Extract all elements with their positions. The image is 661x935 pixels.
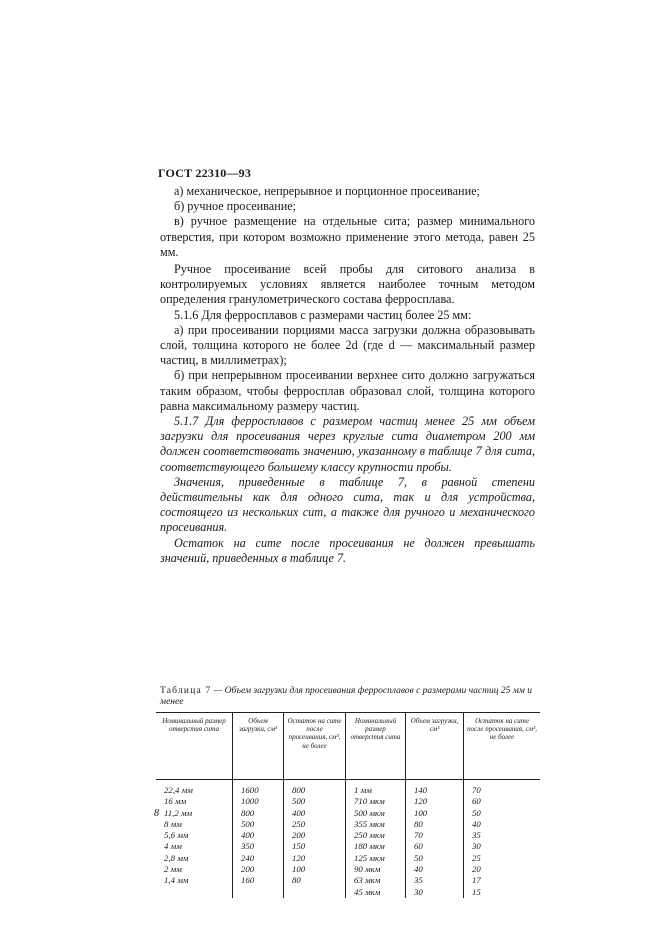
table-cell: 500	[233, 819, 284, 830]
table-row	[156, 875, 540, 886]
header-nominal-size-2: Номинальный размер отверстия сита	[346, 713, 406, 780]
table-caption	[160, 686, 540, 708]
document-header: ГОСТ 22310—93	[158, 166, 252, 180]
table-cell: 5,6 мм	[156, 830, 233, 841]
paragraph-residue: Остаток на сите после просеивания не должен превышать значений, приведенных в таблице 7.	[160, 535, 535, 565]
header-nominal-size-1: Номинальный размер отверстия сита	[156, 713, 233, 780]
table-cell: 100	[284, 864, 346, 875]
table-cell: 2 мм	[156, 864, 233, 875]
table-cell: 250	[284, 819, 346, 830]
table-cell: 17	[472, 875, 481, 886]
table-cell: 40	[406, 864, 464, 875]
table-row	[156, 780, 540, 797]
table-cell: 180 мкм	[346, 841, 406, 852]
header-residue-2: Остаток на сите после просеивания, см³, не более	[464, 713, 541, 780]
table-cell: 150	[284, 841, 346, 852]
header-residue-1: Остаток на сите после просеивания, см³, не более	[284, 713, 346, 780]
table-cell: 30	[406, 887, 464, 898]
table-cell: 100	[406, 808, 464, 819]
table-caption-label: Таблица 7	[160, 686, 212, 696]
table-cell: 125 мкм	[346, 853, 406, 864]
table-cell: 60	[406, 841, 464, 852]
table-cell: 11,2 мм	[156, 808, 233, 819]
table-cell: 70	[406, 830, 464, 841]
table-cell: 63 мкм	[346, 875, 406, 886]
paragraph-item-b: б) ручное просеивание;	[174, 199, 297, 214]
table-cell: 500	[284, 796, 346, 807]
table-cell: 60	[472, 796, 481, 807]
table-cell: 500 мкм	[346, 808, 406, 819]
table-cell: 200	[233, 864, 284, 875]
table-row	[156, 841, 540, 852]
table-cell: 710 мкм	[346, 796, 406, 807]
table-row	[156, 819, 540, 830]
table-7	[156, 712, 540, 898]
table-cell: 400	[233, 830, 284, 841]
table-row	[156, 853, 540, 864]
table-cell: 20	[472, 864, 481, 875]
table-cell: 800	[233, 808, 284, 819]
table-cell	[233, 887, 284, 898]
table-body	[156, 780, 540, 898]
table-cell: 70	[472, 785, 481, 795]
paragraph-5-1-6-b: б) при непрерывном просеивании верхнее сито должно загружаться таким образом, чтобы ферросплав образовал слой, толщина которого равна максимальному размеру частиц.	[160, 368, 535, 413]
table-cell: 22,4 мм	[156, 780, 233, 797]
table-cell: 1600	[233, 780, 284, 797]
table-cell: 355 мкм	[346, 819, 406, 830]
table-row	[156, 796, 540, 807]
table-cell	[284, 887, 346, 898]
table-row	[156, 830, 540, 841]
table-cell: 15	[472, 886, 481, 897]
paragraph-item-a: а) механическое, непрерывное и порционное просеивание;	[174, 184, 480, 198]
table-cell: 1 мм	[346, 780, 406, 797]
page-number: 8	[154, 808, 159, 819]
table-cell: 35	[472, 830, 481, 841]
paragraph-manual-sieving: Ручное просеивание всей пробы для ситового анализа в контролируемых условиях является наиболее точным методом определения гранулометрического состава ферросплава.	[160, 262, 535, 307]
table-cell: 50	[472, 807, 481, 818]
table-cell: 200	[284, 830, 346, 841]
table-cell: 250 мкм	[346, 830, 406, 841]
table-row	[156, 864, 540, 875]
table-cell: 40	[472, 818, 481, 829]
document-body	[160, 184, 535, 566]
table-cell: 120	[406, 796, 464, 807]
table-cell: 240	[233, 853, 284, 864]
header-volume-2: Объем загрузки, см³	[406, 713, 464, 780]
table-cell: 35	[406, 875, 464, 886]
table-cell: 16 мм	[156, 796, 233, 807]
paragraph-5-1-6: 5.1.6 Для ферросплавов с размерами частиц более 25 мм:	[174, 307, 472, 322]
table-cell: 350	[233, 841, 284, 852]
table-cell: 1,4 мм	[156, 875, 233, 886]
table-caption-text: — Объем загрузки для просеивания ферросплавов с размерами частиц 25 мм и менее	[160, 686, 532, 707]
table-cell: 800	[284, 780, 346, 797]
table-cell: 8 мм	[156, 819, 233, 830]
paragraph-5-1-7: 5.1.7 Для ферросплавов с размером частиц менее 25 мм объем загрузки для просеивания через круглые сита диаметром 200 мм должен соответствовать значению, указанному в таблице 7 для сита, соответствующего большему классу крупности пробы.	[160, 414, 535, 474]
table-cell: 25	[472, 852, 481, 863]
table-cell: 80	[406, 819, 464, 830]
table-cell	[156, 887, 233, 898]
table-cell: 90 мкм	[346, 864, 406, 875]
table-cell: 1000	[233, 796, 284, 807]
table-cell: 50	[406, 853, 464, 864]
paragraph-table-validity: Значения, приведенные в таблице 7, в равной степени действительны как для одного сита, так и для устройства, состоящего из нескольких сит, а также для ручного и механического просеивания.	[160, 474, 535, 535]
header-volume-1: Объем загрузки, см³	[233, 713, 284, 780]
table-cell: 400	[284, 808, 346, 819]
table-cell: 80	[284, 875, 346, 886]
table-header-row	[156, 713, 540, 780]
table-cell: 140	[406, 780, 464, 797]
table-cell: 4 мм	[156, 841, 233, 852]
table-row	[156, 808, 540, 819]
table-cell: 45 мкм	[346, 887, 406, 898]
table-cell: 120	[284, 853, 346, 864]
paragraph-5-1-6-a: а) при просеивании порциями масса загрузки должна образовывать слой, толщина которого не более 2d (где d — максимальный размер частиц, в миллиметрах);	[160, 322, 535, 368]
table-cell: 30	[472, 841, 481, 852]
table-cell: 160	[233, 875, 284, 886]
table-cell: 2,8 мм	[156, 853, 233, 864]
table-row	[156, 887, 540, 898]
paragraph-item-v: в) ручное размещение на отдельные сита; размер минимального отверстия, при котором возможно применение этого метода, равен 25 мм.	[160, 214, 535, 259]
